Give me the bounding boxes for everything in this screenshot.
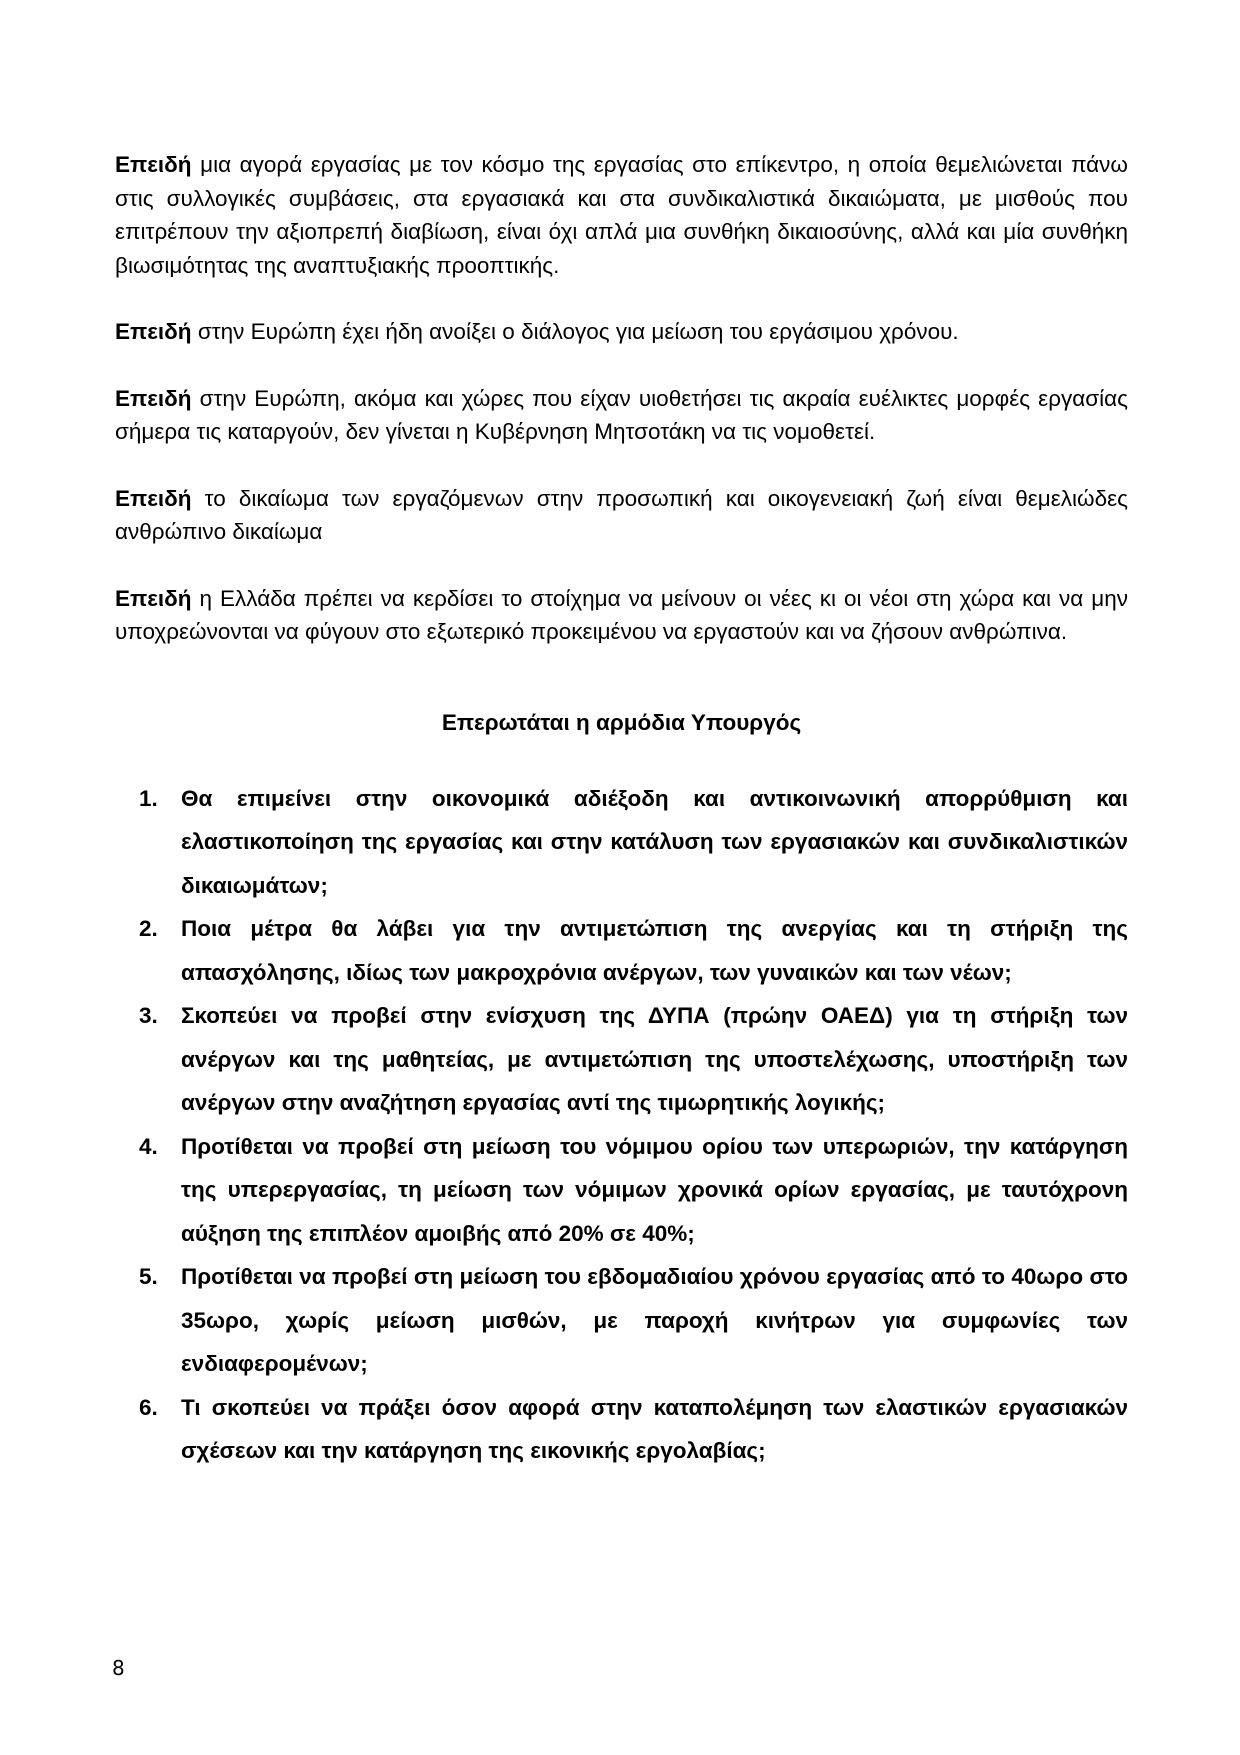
question-number: 1.: [139, 785, 158, 811]
question-text: Προτίθεται να προβεί στη μείωση του εβδομαδιαίου χρόνου εργασίας από το 40ωρο στο 35ωρο, χωρίς μείωση μισθών, με παροχή κινήτρων για συμφωνίες των ενδιαφερομένων;: [181, 1264, 1128, 1376]
question-item: [139, 907, 1128, 994]
question-number: 5.: [139, 1264, 158, 1289]
paragraph-text: η Ελλάδα πρέπει να κερδίσει το στοίχημα να μείνουν οι νέες κι οι νέοι στη χώρα και να μην υποχρεώνονται να φύγουν στο εξωτερικό προκειμένου να εργαστούν και να ζήσουν ανθρώπινα.: [115, 585, 1128, 644]
document-page: [115, 148, 1128, 1473]
whereas-paragraph-3: [115, 382, 1128, 449]
whereas-lead: Επειδή: [115, 152, 192, 177]
question-text: Σκοπεύει να προβεί στην ενίσχυση της ΔΥΠΑ (πρώην ΟΑΕΔ) για τη στήριξη των ανέργων και της μαθητείας, με αντιμετώπιση της υποστελέχωσης, υποστήριξη των ανέργων στην αναζήτηση εργασίας αντί της τιμωρητικής λογικής;: [181, 1003, 1128, 1115]
question-item: [139, 777, 1128, 908]
question-number: 2.: [139, 916, 158, 941]
question-text: Προτίθεται να προβεί στη μείωση του νόμιμου ορίου των υπερωριών, την κατάργηση της υπερεργασίας, τη μείωση των νόμιμων χρονικά ορίων εργασίας, με ταυτόχρονη αύξηση της επιπλέον αμοιβής από 20% σε 40%;: [181, 1133, 1128, 1246]
question-text: Τι σκοπεύει να πράξει όσον αφορά στην καταπολέμηση των ελαστικών εργασιακών σχέσεων και την κατάργηση της εικονικής εργολαβίας;: [181, 1394, 1128, 1463]
question-text: Θα επιμείνει στην οικονομικά αδιέξοδη και αντικοινωνική απορρύθμιση και ελαστικοποίηση της εργασίας και στην κατάλυση των εργασιακών και συνδικαλιστικών δικαιωμάτων;: [181, 785, 1128, 898]
questions-list: [115, 777, 1128, 1473]
question-item: [139, 1386, 1128, 1473]
whereas-lead: Επειδή: [115, 585, 192, 611]
page-number: 8: [112, 1656, 125, 1680]
whereas-paragraph-1: [115, 148, 1128, 282]
question-item: [139, 1125, 1128, 1256]
question-number: 4.: [139, 1133, 158, 1159]
paragraph-text: μια αγορά εργασίας με τον κόσμο της εργασίας στο επίκεντρο, η οποία θεμελιώνεται πάνω στις συλλογικές συμβάσεις, στα εργασιακά και στα συνδικαλιστικά δικαιώματα, με μισθούς που επιτρέπουν την αξιοπρεπή διαβίωση, είναι όχι απλά μια συνθήκη δικαιοσύνης, αλλά και μία συνθήκη βιωσιμότητας της αναπτυξιακής προοπτικής.: [115, 152, 1128, 278]
whereas-paragraph-2: [115, 315, 1128, 349]
question-number: 6.: [139, 1394, 158, 1420]
paragraph-text: το δικαίωμα των εργαζόμενων στην προσωπική και οικογενειακή ζωή είναι θεμελιώδες ανθρώπινο δικαίωμα: [115, 485, 1128, 544]
question-item: [139, 994, 1128, 1125]
question-text: Ποια μέτρα θα λάβει για την αντιμετώπιση της ανεργίας και τη στήριξη της απασχόλησης, ιδίως των μακροχρόνια ανέργων, των γυναικών και των νέων;: [181, 916, 1128, 985]
paragraph-text: στην Ευρώπη, ακόμα και χώρες που είχαν υιοθετήσει τις ακραία ευέλικτες μορφές εργασίας σήμερα τις καταργούν, δεν γίνεται η Κυβέρνηση Μητσοτάκη να τις νομοθετεί.: [115, 385, 1128, 444]
whereas-paragraph-4: [115, 482, 1128, 549]
question-number: 3.: [139, 1003, 158, 1028]
section-heading: Επερωτάται η αρμόδια Υπουργός: [441, 709, 802, 735]
whereas-lead: Επειδή: [115, 319, 192, 344]
whereas-lead: Επειδή: [115, 485, 192, 511]
question-item: [139, 1255, 1128, 1386]
whereas-lead: Επειδή: [115, 385, 192, 411]
paragraph-text: στην Ευρώπη έχει ήδη ανοίξει ο διάλογος για μείωση του εργάσιμου χρόνου.: [191, 319, 959, 344]
whereas-paragraph-5: [115, 582, 1128, 649]
